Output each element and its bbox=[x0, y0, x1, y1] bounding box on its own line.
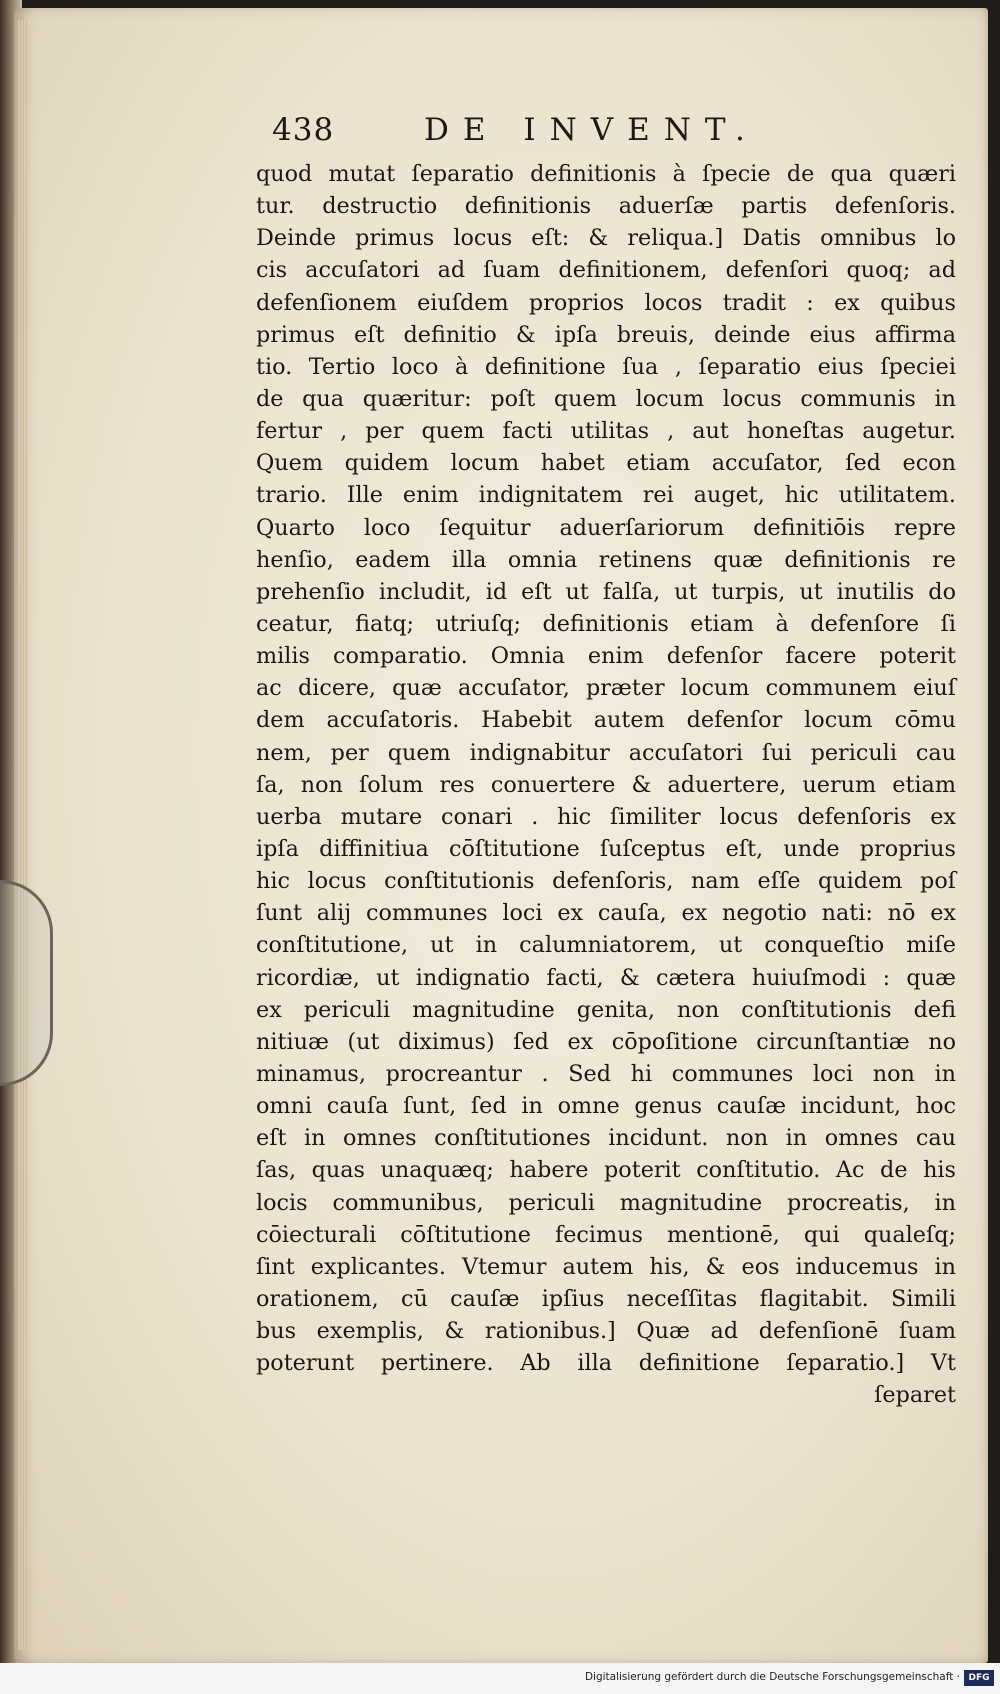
text-line: ac dicere, quæ accuſator, præter locum communem eiuſ bbox=[256, 675, 956, 702]
text-line: cis accuſatori ad ſuam definitionem, defenſori quoq; ad bbox=[256, 257, 956, 284]
text-line: conſtitutione, ut in calumniatorem, ut conqueſtio miſe bbox=[256, 932, 956, 959]
text-line: Quem quidem locum habet etiam accuſator, ſed econ bbox=[256, 450, 956, 477]
text-line: Deinde primus locus eſt: & reliqua.] Datis omnibus lo bbox=[256, 225, 956, 252]
page-edges bbox=[18, 20, 28, 1650]
text-line: ipſa diffinitiua cōſtitutione ſuſceptus eſt, unde proprius bbox=[256, 835, 956, 862]
text-line: ricordiæ, ut indignatio facti, & cætera huiuſmodi : quæ bbox=[256, 964, 956, 991]
text-line: minamus, procreantur . Sed hi communes loci non in bbox=[256, 1060, 956, 1087]
text-line: hic locus conſtitutionis defenſoris, nam eſſe quidem poſ bbox=[256, 868, 956, 895]
text-line: ex periculi magnitudine genita, non conſtitutionis defi bbox=[256, 996, 956, 1023]
text-line: ſunt alij communes loci ex cauſa, ex negotio nati: nō ex bbox=[256, 900, 956, 927]
dfg-logo: DFG bbox=[964, 1670, 994, 1686]
text-line: eſt in omnes conſtitutiones incidunt. non in omnes cau bbox=[256, 1125, 956, 1152]
page-clip bbox=[0, 880, 53, 1086]
text-line: ſint explicantes. Vtemur autem his, & eos inducemus in bbox=[256, 1253, 956, 1280]
digitization-credit: Digitalisierung gefördert durch die Deutsche Forschungsgemeinschaft · bbox=[584, 1671, 960, 1683]
body-text bbox=[256, 158, 956, 1411]
text-line: ſas, quas unaquæq; habere poterit conſtitutio. Ac de his bbox=[256, 1157, 956, 1184]
text-line: henſio, eadem illa omnia retinens quæ definitionis re bbox=[256, 546, 956, 573]
text-line: Quarto loco ſequitur aduerſariorum definitiōis repre bbox=[256, 514, 956, 541]
text-line: uerba mutare conari . hic ſimiliter locus defenſoris ex bbox=[256, 803, 956, 830]
text-line: orationem, cū cauſæ ipſius neceſſitas flagitabit. Simili bbox=[256, 1285, 956, 1312]
text-line: ceatur, fiatq; utriuſq; definitionis etiam à defenſore ſi bbox=[256, 610, 956, 637]
text-line: primus eſt definitio & ipſa breuis, deinde eius affirma bbox=[256, 321, 956, 348]
text-line: prehenſio includit, id eſt ut falſa, ut turpis, ut inutilis do bbox=[256, 578, 956, 605]
text-line: trario. Ille enim indignitatem rei auget, hic utilitatem. bbox=[256, 482, 956, 509]
text-line: quod mutat ſeparatio definitionis à ſpecie de qua quæri bbox=[256, 161, 956, 187]
text-line: nem, per quem indignabitur accuſatori ſui periculi cau bbox=[256, 739, 956, 766]
text-line: tio. Tertio loco à definitione ſua , ſeparatio eius ſpeciei bbox=[256, 353, 956, 380]
text-line: defenſionem eiuſdem proprios locos tradit : ex quibus bbox=[256, 289, 956, 316]
footer-bar bbox=[0, 1663, 1000, 1694]
text-line: tur. destructio definitionis aduerſæ partis defenſoris. bbox=[256, 193, 956, 220]
text-line: poterunt pertinere. Ab illa definitione ſeparatio.] Vt bbox=[256, 1350, 956, 1377]
text-line: bus exemplis, & rationibus.] Quæ ad defenſionē ſuam bbox=[256, 1318, 956, 1345]
text-line: cōiecturali cōſtitutione fecimus mentionē, qui qualeſq; bbox=[256, 1221, 956, 1248]
page-header bbox=[272, 112, 812, 156]
text-line: ſa, non ſolum res conuertere & aduertere, uerum etiam bbox=[256, 771, 956, 798]
text-line: milis comparatio. Omnia enim defenſor facere poterit bbox=[256, 643, 956, 670]
text-line: fertur , per quem facti utilitas , aut honeſtas augetur. bbox=[256, 418, 956, 445]
text-line: nitiuæ (ut diximus) ſed ex cōpoſitione circunſtantiæ no bbox=[256, 1028, 956, 1055]
text-line: dem accuſatoris. Habebit autem defenſor locum cōmu bbox=[256, 707, 956, 734]
running-head: DE INVENT. bbox=[424, 112, 759, 148]
catchword: ſeparet bbox=[874, 1382, 956, 1409]
text-line: locis communibus, periculi magnitudine procreatis, in bbox=[256, 1189, 956, 1216]
page-number: 438 bbox=[272, 112, 335, 148]
text-line: omni cauſa ſunt, ſed in omne genus cauſæ incidunt, hoc bbox=[256, 1093, 956, 1120]
text-line: de qua quæritur: poſt quem locum locus communis in bbox=[256, 385, 956, 412]
